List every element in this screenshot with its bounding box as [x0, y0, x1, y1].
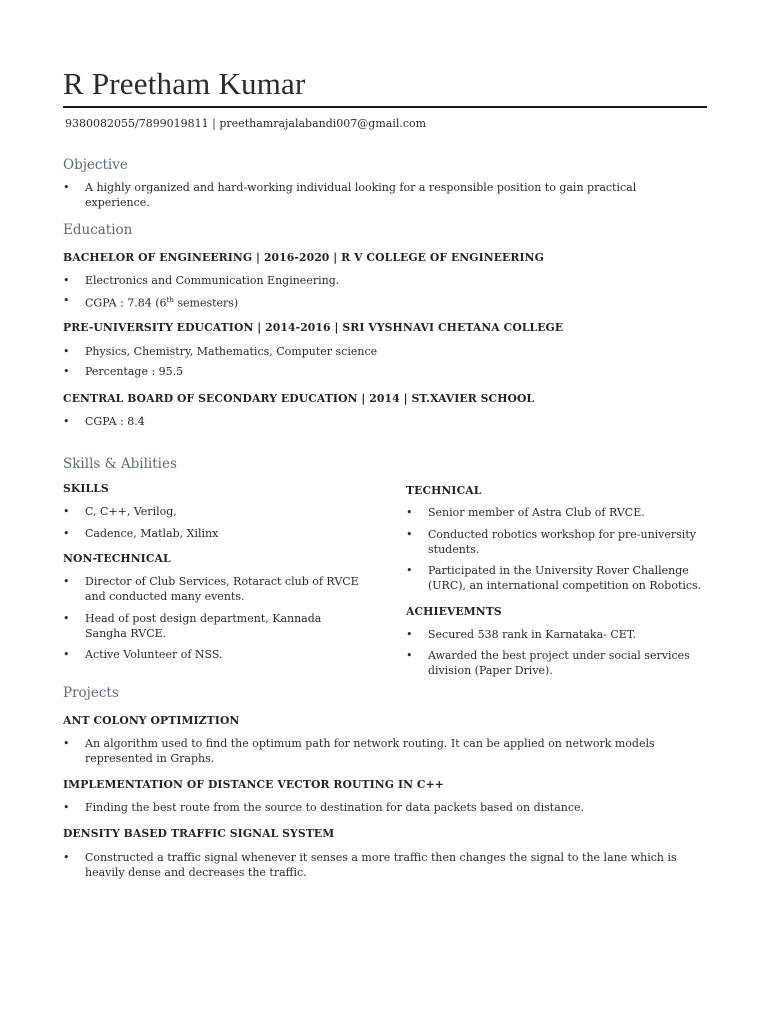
bullet: • [63, 851, 70, 864]
project-item: An algorithm used to find the optimum path for network routing. It can be applied on network models represented in Graphs. [85, 737, 655, 765]
list-item [63, 850, 703, 880]
skills-title: Skills & Abilities [63, 456, 177, 472]
bullet: • [406, 564, 413, 577]
cgpa-suffix: semesters) [173, 296, 239, 310]
project-heading: IMPLEMENTATION OF DISTANCE VECTOR ROUTING IN C++ [63, 778, 444, 791]
list-item [63, 273, 703, 288]
list-item [63, 800, 703, 815]
bullet: • [63, 345, 70, 358]
list-item [63, 526, 363, 541]
bullet: • [63, 575, 70, 588]
skill-item: Cadence, Matlab, Xilinx [85, 527, 219, 540]
bullet: • [63, 274, 70, 287]
education-item [85, 293, 703, 311]
list-item [406, 627, 704, 642]
candidate-name: R Preetham Kumar [63, 66, 306, 101]
nontech-heading: NON-TECHNICAL [63, 552, 171, 565]
education-heading-be: BACHELOR OF ENGINEERING | 2016-2020 | R V COLLEGE OF ENGINEERING [63, 251, 544, 264]
nontech-item: Director of Club Services, Rotaract club of RVCE and conducted many events. [85, 575, 359, 603]
list-item [63, 611, 363, 641]
education-item: Physics, Chemistry, Mathematics, Computer science [85, 345, 378, 358]
cgpa-text: CGPA : 7.84 (6 [85, 296, 167, 310]
list-item [406, 505, 704, 520]
bullet: • [63, 181, 70, 194]
bullet: • [63, 527, 70, 540]
list-item [406, 563, 704, 593]
technical-heading: TECHNICAL [406, 484, 482, 497]
bullet: • [63, 294, 70, 307]
project-heading: DENSITY BASED TRAFFIC SIGNAL SYSTEM [63, 827, 335, 840]
bullet: • [63, 648, 70, 661]
bullet: • [63, 415, 70, 428]
education-item: Percentage : 95.5 [85, 365, 184, 378]
list-item [406, 527, 704, 557]
bullet: • [63, 365, 70, 378]
bullet: • [406, 649, 413, 662]
skills-heading: SKILLS [63, 482, 109, 495]
list-item [63, 364, 703, 379]
superscript: th [166, 296, 174, 304]
achievement-item: Secured 538 rank in Karnataka- CET. [428, 628, 637, 641]
list-item [63, 574, 363, 604]
bullet: • [63, 737, 70, 750]
bullet: • [406, 628, 413, 641]
list-item [63, 414, 703, 429]
achievement-item: Awarded the best project under social services division (Paper Drive). [428, 649, 690, 677]
education-heading-pu: PRE-UNIVERSITY EDUCATION | 2014-2016 | SRI VYSHNAVI CHETANA COLLEGE [63, 321, 564, 334]
list-item [63, 504, 363, 519]
technical-item: Senior member of Astra Club of RVCE. [428, 506, 645, 519]
technical-item: Participated in the University Rover Challenge (URC), an international competition on Robotics. [428, 564, 702, 592]
list-item [63, 344, 703, 359]
project-item: Finding the best route from the source to destination for data packets based on distance. [85, 801, 585, 814]
bullet: • [63, 612, 70, 625]
education-title: Education [63, 222, 133, 238]
project-item: Constructed a traffic signal whenever it senses a more traffic then changes the signal to the lane which is heavily dense and decreases the traffic. [85, 851, 677, 879]
bullet: • [406, 506, 413, 519]
education-heading-cbse: CENTRAL BOARD OF SECONDARY EDUCATION | 2014 | ST.XAVIER SCHOOL [63, 392, 535, 405]
technical-item: Conducted robotics workshop for pre-university students. [428, 528, 696, 556]
nontech-item: Head of post design department, Kannada Sangha RVCE. [85, 612, 322, 640]
projects-title: Projects [63, 685, 119, 701]
list-item [63, 293, 703, 311]
objective-item [63, 180, 703, 210]
education-item: CGPA : 8.4 [85, 415, 145, 428]
project-heading: ANT COLONY OPTIMIZTION [63, 714, 240, 727]
header-divider [63, 106, 707, 108]
bullet: • [63, 505, 70, 518]
objective-text: A highly organized and hard-working individual looking for a responsible position to gain practical experience. [85, 181, 637, 209]
skill-item: C, C++, Verilog, [85, 505, 177, 518]
bullet: • [406, 528, 413, 541]
nontech-item: Active Volunteer of NSS. [85, 648, 223, 661]
list-item [63, 647, 363, 662]
list-item [63, 736, 703, 766]
list-item [406, 648, 704, 678]
bullet: • [63, 801, 70, 814]
education-item: Electronics and Communication Engineering. [85, 274, 340, 287]
objective-title: Objective [63, 157, 128, 173]
contact-info: 9380082055/7899019811 | preethamrajalabandi007@gmail.com [65, 117, 427, 130]
achievements-heading: ACHIEVEMNTS [406, 605, 502, 618]
